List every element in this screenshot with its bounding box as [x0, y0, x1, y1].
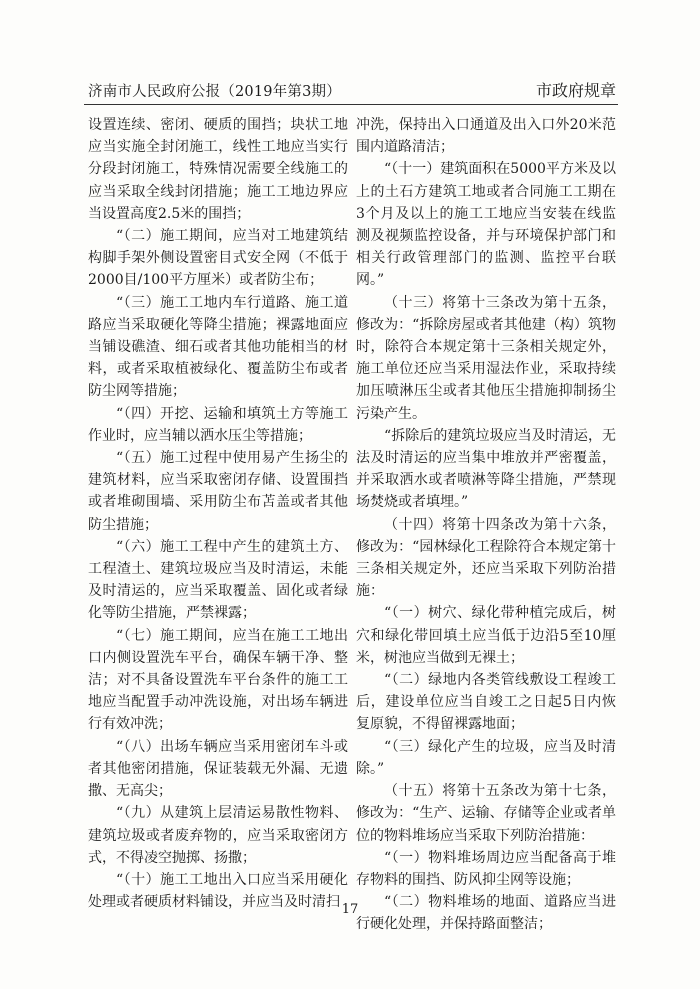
paragraph: “（十一）建筑面积在5000平方米及以上的土石方建筑工地或者合同施工工期在3个月及以上的施工工地应当安装在线监测及视频监控设备，并与环境保护部门和相关行政管理部门的监测、监控平台联网。”: [356, 161, 616, 289]
paragraph: “（九）从建筑上层清运易散性物料、建筑垃圾或者废弃物的，应当采取密闭方式，不得凌空抛掷、扬撒；: [88, 805, 348, 866]
paragraph: “（四）开挖、运输和填筑土方等施工作业时，应当辅以洒水压尘等措施；: [88, 405, 348, 444]
paragraph: “（一）物料堆场周边应当配备高于堆存物料的围挡、防风抑尘网等设施；: [356, 849, 616, 888]
paragraph: “（十）施工工地出入口应当采用硬化处理或者硬质材料铺设，并应当及时清扫: [88, 871, 348, 911]
paragraph: “（二）施工期间，应当对工地建筑结构脚手架外侧设置密目式安全网（不低于2000目/100平方厘米）或者防尘布；: [88, 228, 348, 289]
paragraph: “拆除后的建筑垃圾应当及时清运，无法及时清运的应当集中堆放并严密覆盖，并采取洒水或者喷淋等降尘措施，严禁现场焚烧或者填埋。”: [356, 427, 616, 511]
paragraph: （十五）将第十五条改为第十七条，修改为：“生产、运输、存储等企业或者单位的物料堆场应当采取下列防治措施：: [356, 783, 616, 844]
publication-title: 济南市人民政府公报（2019年第3期）: [88, 84, 341, 100]
paragraph: 冲洗，保持出入口通道及出入口外20米范围内道路清洁；: [356, 117, 616, 156]
page-number: 17: [341, 902, 359, 917]
header-divider: [84, 104, 618, 105]
paragraph: “（五）施工过程中使用易产生扬尘的建筑材料，应当采取密闭存储、设置围挡或者堆砌围墙、采用防尘布苫盖或者其他防尘措施；: [88, 450, 348, 533]
paragraph: “（一）树穴、绿化带种植完成后，树穴和绿化带回填土应当低于边沿5至10厘米，树池应当做到无裸土；: [356, 605, 616, 666]
paragraph: “（六）施工工程中产生的建筑土方、工程渣土、建筑垃圾应当及时清运，未能及时清运的，应当采取覆盖、固化或者绿化等防尘措施，严禁裸露；: [88, 538, 348, 622]
paragraph: “（三）绿化产生的垃圾，应当及时清除。”: [356, 738, 616, 777]
paragraph: “（二）绿地内各类管线敷设工程竣工后，建设单位应当自竣工之日起5日内恢复原貌，不得留裸露地面；: [356, 672, 616, 733]
paragraph: “（八）出场车辆应当采用密闭车斗或者其他密闭措施，保证装载无外漏、无遗撒、无高尖；: [88, 738, 348, 800]
paragraph: （十四）将第十四条改为第十六条，修改为：“园林绿化工程除符合本规定第十三条相关规定外，还应当采取下列防治措施：: [356, 516, 616, 600]
left-column: [88, 114, 348, 911]
paragraph: “（七）施工期间，应当在施工工地出口内侧设置洗车平台，确保车辆干净、整洁；对不具备设置洗车平台条件的施工工地应当配置手动冲洗设施，对出场车辆进行有效冲洗；: [88, 627, 348, 733]
paragraph: 设置连续、密闭、硬质的围挡；块状工地应当实施全封闭施工，线性工地应当实行分段封闭施工，特殊情况需要全线施工的应当采取全线封闭措施；施工工地边界应当设置高度2.5米的围挡；: [88, 117, 348, 222]
paragraph: “（三）施工工地内车行道路、施工道路应当采取硬化等降尘措施；裸露地面应当铺设礁渣、细石或者其他功能相当的材料，或者采取植被绿化、覆盖防尘布或者防尘网等措施；: [88, 294, 348, 400]
section-label: 市政府规章: [535, 81, 616, 100]
page-header: [88, 76, 616, 104]
paragraph: “（二）物料堆场的地面、道路应当进行硬化处理，并保持路面整洁；: [356, 894, 616, 933]
paragraph: （十三）将第十三条改为第十五条，修改为：“拆除房屋或者其他建（构）筑物时，除符合本规定第十三条相关规定外，施工单位还应当采用湿法作业，采取持续加压喷淋压尘或者其他压尘措施抑制扬尘污染产生。: [356, 294, 616, 422]
right-column: [356, 114, 616, 933]
